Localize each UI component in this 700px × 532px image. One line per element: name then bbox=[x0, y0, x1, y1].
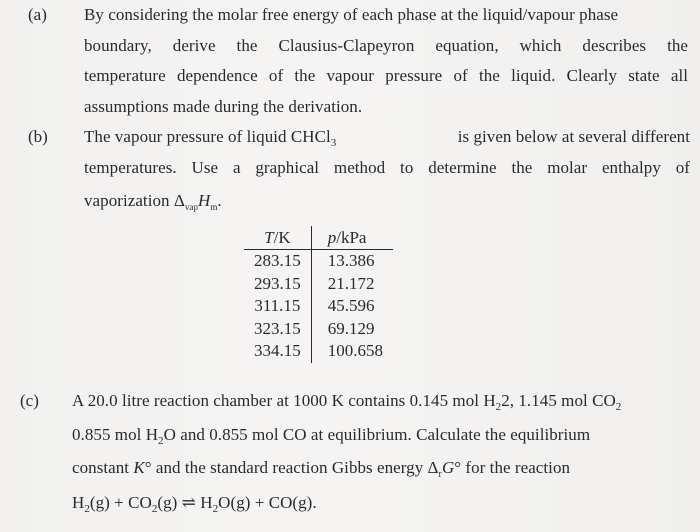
temperature-cell: 323.15 bbox=[244, 318, 311, 341]
pressure-cell: 69.129 bbox=[327, 318, 375, 338]
table-row bbox=[244, 340, 393, 363]
part-a-line-4: assumptions made during the derivation. bbox=[84, 97, 363, 116]
temperature-cell: 311.15 bbox=[244, 295, 311, 318]
table-row bbox=[244, 273, 393, 296]
header-pressure: p/kPa bbox=[311, 226, 393, 250]
table-row bbox=[244, 318, 393, 341]
table-row bbox=[244, 295, 393, 318]
part-a-line-3: temperature dependence of the vapour pressure of the liquid. Clearly state all bbox=[84, 66, 688, 85]
part-a-line-1: By considering the molar free energy of each phase at the liquid/vapour phase bbox=[84, 5, 619, 24]
header-temperature: T/K bbox=[244, 226, 311, 250]
part-c-line-3: constant K° and the standard reaction Gibbs energy $\Delta_rG^\circ$ for the reaction bbox=[72, 458, 571, 480]
temperature-cell: 293.15 bbox=[244, 273, 311, 296]
part-c-line-2: 0.855 mol $H_2O$ and 0.855 mol CO at equilibrium. Calculate the equilibrium bbox=[72, 425, 591, 447]
part-b-line-1 bbox=[84, 127, 690, 147]
part-b-line-3: vaporization $\Delta_{vap}H_m$. bbox=[84, 191, 222, 212]
pressure-cell: 13.386 bbox=[327, 251, 375, 271]
pressure-cell: 21.172 bbox=[327, 273, 375, 293]
pressure-cell: 45.596 bbox=[327, 296, 375, 316]
table-header-row bbox=[244, 226, 393, 250]
part-b-line-2: temperatures. Use a graphical method to determine the molar enthalpy of bbox=[84, 158, 690, 177]
part-b-label: (b) bbox=[28, 127, 48, 146]
part-a-line-2: boundary, derive the Clausius-Clapeyron equation, which describes the bbox=[84, 36, 688, 55]
part-b-line-1-end: is given below at several different bbox=[457, 127, 690, 146]
temperature-cell: 283.15 bbox=[244, 250, 311, 273]
part-c-reaction-equation: $H_2(g) + CO_2(g)$ ⇌ $H_2O(g) + CO(g)$. bbox=[72, 493, 317, 515]
pressure-cell: 100.658 bbox=[327, 341, 383, 361]
part-b-line-1-text: The vapour pressure of liquid CHCl$_3$ bbox=[84, 127, 337, 149]
part-a-label: (a) bbox=[28, 5, 47, 24]
temperature-cell: 334.15 bbox=[244, 340, 311, 363]
table-row bbox=[244, 250, 393, 273]
part-c-line-1: A 20.0 litre reaction chamber at 1000 K contains 0.145 mol $H_22$, 1.145 mol $CO_2$ bbox=[72, 391, 622, 413]
part-c-label: (c) bbox=[20, 391, 39, 410]
vapour-pressure-table bbox=[244, 226, 393, 363]
